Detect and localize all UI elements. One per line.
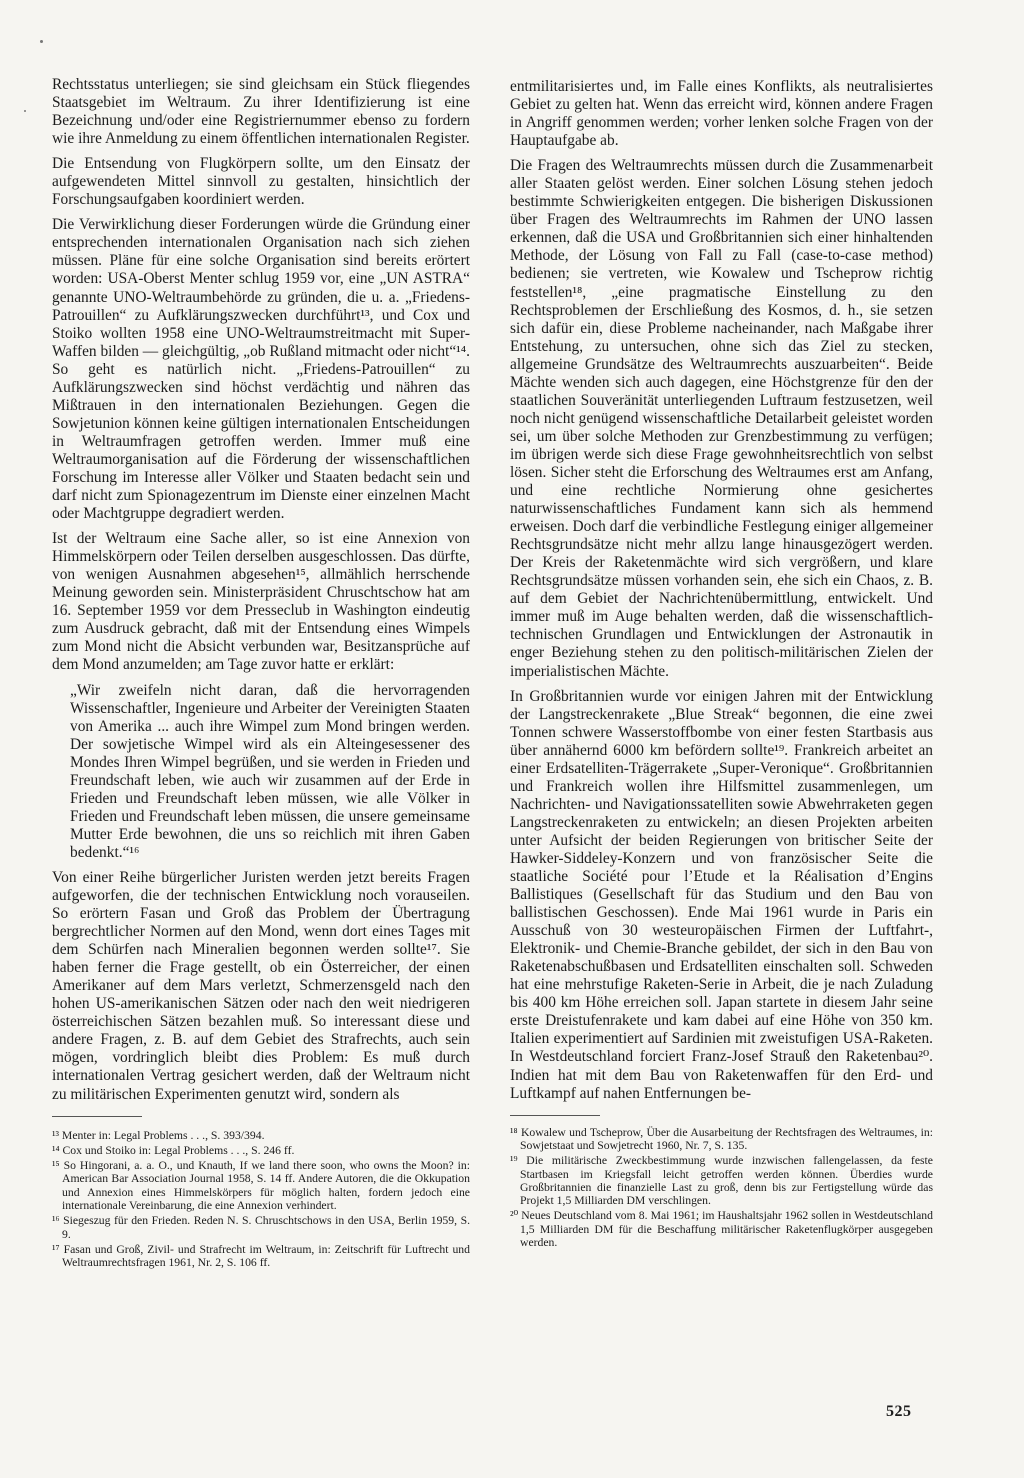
footnote: ¹⁶ Siegeszug für den Frieden. Reden N. S. Chruschtschows in den USA, Berlin 1959, S. 9.: [52, 1214, 470, 1241]
footnote-divider: [52, 1116, 142, 1117]
footnote: ¹⁷ Fasan und Groß, Zivil- und Strafrecht im Weltraum, in: Zeitschrift für Luftrecht und Weltraumrechtsfragen 1961, Nr. 2, S. 106 ff.: [52, 1242, 470, 1270]
footnotes: [510, 1126, 933, 1250]
footnote: ¹³ Menter in: Legal Problems . . ., S. 393/394.: [52, 1128, 265, 1142]
footnotes: [52, 1129, 470, 1270]
page-number: 525: [886, 1403, 912, 1420]
scan-speck: [40, 40, 43, 43]
body-paragraph: Rechtsstatus unterliegen; sie sind gleichsam ein Stück fliegendes Staatsgebiet im Weltraum. Zu ihrer Identifizierung ist eine Bezeichnung und/oder eine Registriernummer ebenso zu fordern wie ihre Anmeldung zu einem öffentlichen internationalen Register.: [52, 76, 470, 148]
body-paragraph: Ist der Weltraum eine Sache aller, so ist eine Annexion von Himmelskörpern oder Teilen derselben ausgeschlossen. Das dürfte, von wenigen Ausnahmen abgesehen¹⁵, allmählich herrschende Meinung geworden sein. Ministerpräsident Chruschtschow hat am 16. September 1959 vor dem Presseclub in Washington eindeutig zum Ausdruck gebracht, daß mit der Entsendung eines Wimpels zum Mond nicht die Absicht verbunden war, Besitzansprüche auf dem Mond anzumelden; am Tage zuvor hatte er erklärt:: [52, 530, 470, 674]
scan-speck: [24, 110, 26, 112]
footnote: ¹⁸ Kowalew und Tscheprow, Über die Ausarbeitung der Rechtsfragen des Weltraumes, in: Sowjetstaat und Sowjetrecht 1960, Nr. 7, S. 135.: [510, 1125, 933, 1152]
body-paragraph: Die Fragen des Weltraumrechts müssen durch die Zusammenarbeit aller Staaten gelöst werden. Einer solchen Lösung stehen jedoch bestimmte Schwierigkeiten entgegen. Die bisherigen Diskussionen über Fragen des Weltraumrechts im Rahmen der UNO lassen erkennen, daß die USA und Großbritannien sich einer hinhaltenden Methode, der Lösung von Fall zu Fall (case-to-case method) bedienen; sie vertreten, wie Kowalew und Tscheprow richtig feststellen¹⁸, „eine pragmatische Einstellung zu den Rechtsproblemen der Erschließung des Kosmos, d. h., sie setzen sich dafür ein, diese Probleme nacheinander, nach Maßgabe ihrer Entstehung, zu untersuchen, ohne sich das Ziel zu stecken, allgemeine Grundsätze des Weltraumrechts auszuarbeiten“. Beide Mächte wenden sich auch dagegen, eine Höchstgrenze für den der staatlichen Souveränität unterliegenden Luftraum festzusetzen, weil noch nicht genügend wissenschaftliche Detailarbeit geleistet worden sei, um über solche Methoden zur Grenzbestimmung zu verfügen; im übrigen werde sich diese Frage gewohnheitsrechtlich von selbst lösen. Sicher steht die Erforschung des Weltraumes erst am Anfang, und eine rechtliche Normierung ohne gesichertes naturwissenschaftliches Fundament kann sich als hemmend erweisen. Doch darf die verbindliche Festlegung einiger allgemeiner Rechtsgrundsätze nicht mehr allzu lange hinausgezögert werden. Der Kreis der Raketenmächte wird sich vergrößern, und klare Rechtsgrundsätze müssen vorhanden sein, ehe sich ein Chaos, z. B. auf dem Gebiet der Nachrichtenübermittlung, entwickelt. Und immer muß im Auge behalten werden, daß die wissenschaftlich-technischen Grundlagen und Entwicklungen der Astronautik in enger Beziehung stehen zu den politisch-militärischen Zielen der imperialistischen Mächte.: [510, 157, 933, 680]
left-column: [52, 76, 470, 1272]
body-paragraph: Die Entsendung von Flugkörpern sollte, um den Einsatz der aufgewendeten Mittel sinnvoll zu gestalten, hinsichtlich der Forschungsaufgaben koordiniert werden.: [52, 155, 470, 209]
right-column: [510, 78, 933, 1251]
body-paragraph: Die Verwirklichung dieser Forderungen würde die Gründung einer entsprechenden internationalen Organisation nach sich ziehen müssen. Pläne für eine solche Organisation sind bereits erörtert worden: USA-Oberst Menter schlug 1959 vor, eine „UN ASTRA“ genannte UNO-Weltraumbehörde zu gründen, die u. a. „Friedens-Patrouillen“ zu Aufklärungszwecken durchführt¹³, und Cox und Stoiko wollten 1958 eine UNO-Weltraumstreitmacht mit Super-Waffen bilden — gleichgültig, „ob Rußland mitmacht oder nicht“¹⁴. So geht es natürlich nicht. „Friedens-Patrouillen“ zu Aufklärungszwecken sind höchst verdächtig und nähren das Mißtrauen in den internationalen Beziehungen. Gegen die Sowjetunion können keine gültigen internationalen Entscheidungen in Weltraumfragen getroffen werden. Immer muß eine Weltraumorganisation auf die Förderung der wissenschaftlichen Forschung im Interesse aller Völker und Staaten bedacht sein und darf nicht zum Spionagezentrum im Dienste einer einzelnen Macht oder Machtgruppe degradiert werden.: [52, 216, 470, 523]
body-paragraph: In Großbritannien wurde vor einigen Jahren mit der Entwicklung der Langstreckenrakete „Blue Streak“ begonnen, die eine zwei Tonnen schwere Wasserstoffbombe von einer festen Startbasis aus über annähernd 6000 km befördern sollte¹⁹. Frankreich arbeitet an einer Erdsatelliten-Trägerrakete „Super-Veronique“. Großbritannien und Frankreich wollen ihre Hilfsmittel zusammenlegen, um Nachrichten- und Navigationssatelliten sowie Abwehrraketen gegen Langstreckenraketen zu entwickeln; an diesen Projekten arbeiten unter Aufsicht der beiden Regierungen von britischer Seite der Hawker-Siddeley-Konzern und von französischer Seite die staatliche Société pour l’Etude et la Réalisation d’Engins Ballistiques (Gesellschaft für das Studium und den Bau von ballistischen Geschossen). Ende Mai 1961 wurde in Paris ein Ausschuß von 30 westeuropäischen Firmen der Luftfahrt-, Elektronik- und Chemie-Branche gebildet, der sich in den Bau von Raketenabschußbasen und Erdsatelliten einschalten soll. Schweden hat eine mehrstufige Raketen-Serie in Arbeit, die je nach Zuladung bis 400 km Höhe erreichen soll. Japan startete in diesem Jahr seine erste Dreistufenrakete und kam dabei auf eine Höhe von 350 km. Italien experimentiert auf Sardinien mit zweistufigen USA-Raketen. In Westdeutschland forciert Franz-Josef Strauß den Raketenbau²⁰. Indien hat mit dem Bau von Raketenwaffen für den Erd- und Luftkampf auf nahen Entfernungen be-: [510, 687, 933, 1102]
footnote: ¹⁹ Die militärische Zweckbestimmung wurde inzwischen fallengelassen, da feste Startbasen im Kriegsfall leicht getroffen werden können. Überdies wurde Großbritannien die finanzielle Last zu groß, denn bis zur Fertigstellung würde das Projekt 1,5 Milliarden DM verschlingen.: [510, 1154, 933, 1208]
footnote: ¹⁴ Cox und Stoiko in: Legal Problems . . ., S. 246 ff.: [52, 1143, 295, 1157]
footnote: ¹⁵ So Hingorani, a. a. O., und Knauth, If we land there soon, who owns the Moon? in: American Bar Association Journal 1958, S. 14 ff. Andere Autoren, die die Okkupation und Annexion eines Himmelskörpers für möglich halten, fordern jedoch eine internationale Vereinbarung, die eine Annexion verhindert.: [52, 1159, 470, 1213]
footnote-divider: [510, 1115, 600, 1116]
block-quote: „Wir zweifeln nicht daran, daß die hervorragenden Wissenschaftler, Ingenieure und Arbeiter der Vereinigten Staaten von Amerika ... auch ihre Wimpel zum Mond bringen werden. Der sowjetische Wimpel wird als ein Alteingesessener des Mondes Ihren Wimpel begrüßen, und sie werden in Frieden und Freundschaft leben, wie auch wir zusammen auf der Erde in Frieden und Freundschaft leben müssen, wie alle Völker in Frieden und Freundschaft leben müssen, die unsere gemeinsame Mutter Erde bewohnen, die uns so reichlich mit ihren Gaben bedenkt.“¹⁶: [70, 681, 470, 861]
body-paragraph: Von einer Reihe bürgerlicher Juristen werden jetzt bereits Fragen aufgeworfen, die der technischen Entwicklung noch vorauseilen. So erörtern Fasan und Groß das Problem der Übertragung bergrechtlicher Normen auf den Mond, wenn dort eines Tages mit dem Schürfen nach Mineralien begonnen werden sollte¹⁷. Sie haben ferner die Frage gestellt, ob ein Österreicher, der einen Amerikaner auf dem Mars verletzt, Schmerzensgeld nach den hohen US-amerikanischen Sätzen oder nach den weit niedrigeren österreichischen Sätzen bezahlen muß. So interessant diese und andere Fragen, z. B. auf dem Gebiet des Strafrechts, auch sein mögen, vordringlich bleibt dies Problem: Es muß durch internationalen Vertrag gesichert werden, daß der Weltraum nicht zu militärischen Experimenten genutzt wird, sondern als: [52, 868, 470, 1103]
body-paragraph: entmilitarisiertes und, im Falle eines Konflikts, als neutralisiertes Gebiet zu gelten hat. Wenn das erreicht wird, können andere Fragen in Angriff genommen werden; vorher lenken solche Fragen von der Hauptaufgabe ab.: [510, 78, 933, 150]
footnote: ²⁰ Neues Deutschland vom 8. Mai 1961; im Haushaltsjahr 1962 sollen in Westdeutschland 1,5 Milliarden DM für die Beschaffung militärischer Raketenflugkörper ausgegeben werden.: [510, 1209, 933, 1249]
